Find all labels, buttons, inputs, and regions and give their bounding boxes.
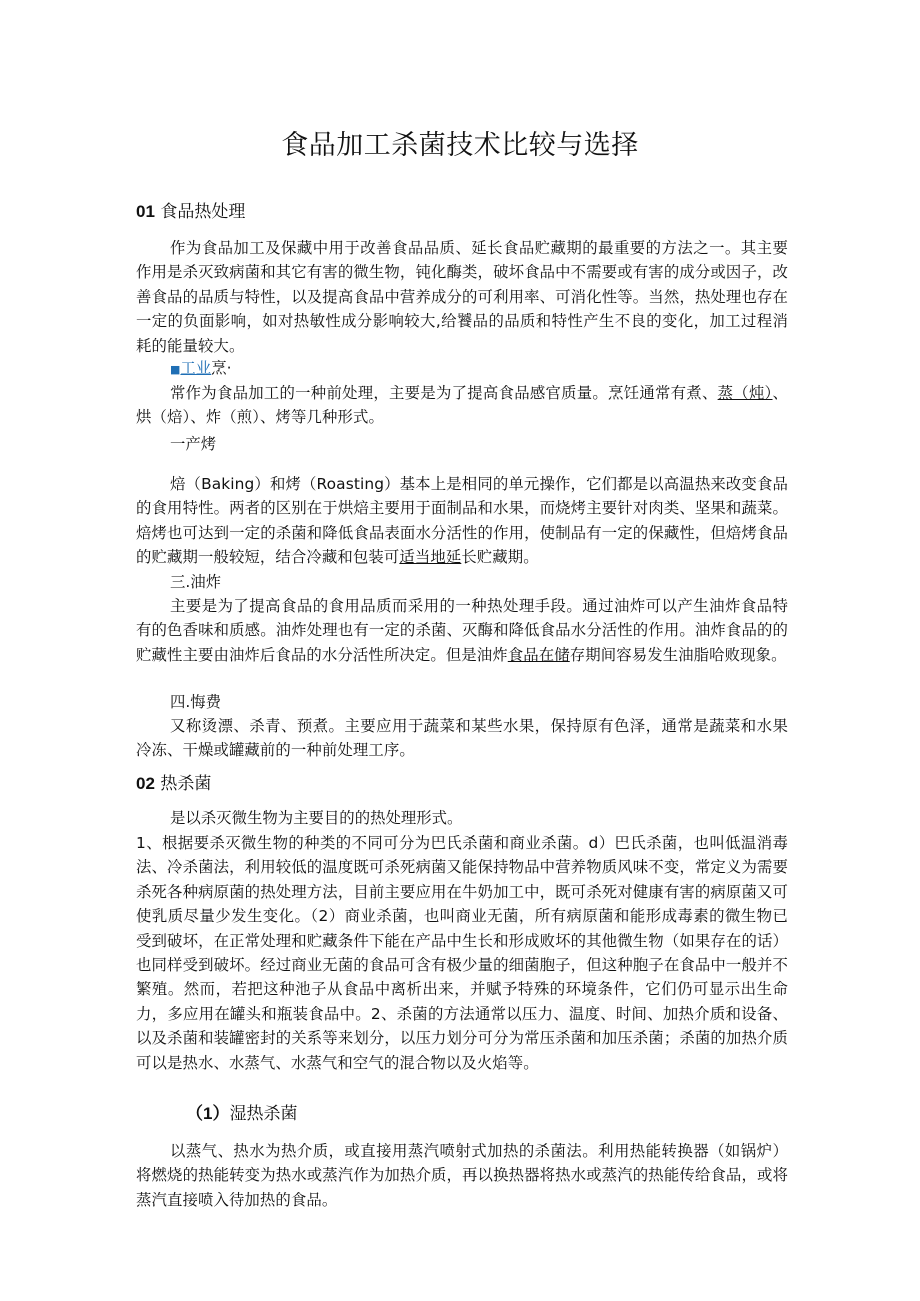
- section-heading-02: [136, 772, 211, 796]
- page-title: 食品加工杀菌技术比较与选择: [281, 130, 639, 161]
- paragraph-sterilization-body: 1、根据要杀灭微生物的种类的不同可分为巴氏杀菌和商业杀菌。d）巴氏杀菌，也叫低温消毒法、冷杀菌法，利用较低的温度既可杀死病菌又能保持物品中营养物质风味不变，常定义为需要杀死各种病原菌的热处理方法，目前主要应用在牛奶加工中，既可杀死对健康有害的病原菌又可使乳质尽量少发生变化。（2）商业杀菌，也叫商业无菌，所有病原菌和能形成毒素的微生物已受到破坏，在正常处理和贮藏条件下能在产品中生长和形成败坏的其他微生物（如果存在的话）也同样受到破坏。经过商业无菌的食品可含有极少量的细菌胞子，但这种胞子在食品中一般并不繁殖。然而，若把这种池子从食品中离析出来，并赋予特殊的环境条件，它们仍可显示出生命力，多应用在罐头和瓶装食品中。2、杀菌的方法通常以压力、温度、时间、加热介质和设备、以及杀菌和装罐密封的关系等来划分，以压力划分可分为常压杀菌和加压杀菌；杀菌的加热介质可以是热水、水蒸气、水蒸气和空气的混合物以及火焰等。: [136, 834, 788, 1072]
- text-run: 、烘（焙）、炸（煎）、烤等几种形式。: [136, 384, 788, 427]
- paragraph-thermal-sterilization-intro: 是以杀灭微生物为主要目的的热处理形式。: [170, 809, 463, 827]
- subheading-rest: 烹·: [211, 359, 232, 377]
- underlined-text: 食品在储: [507, 645, 570, 664]
- subheading-number: （1）: [186, 1104, 230, 1123]
- paragraph-cooking: [136, 381, 788, 430]
- underlined-text: 适当地延: [399, 548, 462, 567]
- text-run: 常作为食品加工的一种前处理，主要是为了提高食品感官质量。烹饪通常有煮、: [170, 384, 718, 402]
- paragraph-frying: [136, 594, 788, 667]
- subheading-title: 湿热杀菌: [229, 1104, 298, 1124]
- paragraph-moist-heat: 以蒸气、热水为热介质，或直接用蒸汽喷射式加热的杀菌法。利用热能转换器（如锅炉）将燃烧的热能转变为热水或蒸汽作为加热介质，再以换热器将热水或蒸汽的热能传给食品，或将蒸汽直接喷入待加热的食品。: [136, 1142, 788, 1209]
- paragraph-blanching: 又称烫漂、杀青、预煮。主要应用于蔬菜和某些水果，保持原有色泽，通常是蔬菜和水果冷冻、干燥或罐藏前的一种前处理工序。: [136, 717, 788, 760]
- section-number: 02: [136, 774, 155, 793]
- section-number: 01: [136, 202, 155, 221]
- section-heading-01: [136, 200, 245, 224]
- text-run: 长贮藏期。: [461, 548, 539, 567]
- subheading-moist-heat: [186, 1102, 297, 1126]
- subheading-blanching: 四.悔费: [170, 693, 222, 711]
- paragraph-baking: [136, 472, 788, 570]
- section-title: 热杀菌: [154, 774, 212, 794]
- underlined-text: 蒸（炖）: [717, 384, 773, 402]
- section-title: 食品热处理: [154, 202, 246, 222]
- paragraph-intro: 作为食品加工及保藏中用于改善食品品质、延长食品贮藏期的最重要的方法之一。其主要作用是杀灭致病菌和其它有害的微生物，钝化酶类，破坏食品中不需要或有害的成分或因子，改善食品的品质与特性，以及提高食品中营养成分的可利用率、可消化性等。当然，热处理也存在一定的负面影响，如对热敏性成分影响较大,给饕品的品质和特性产生不良的变化，加工过程消耗的能量较大。: [136, 239, 788, 355]
- subheading-baking: 一产烤: [170, 435, 217, 453]
- subheading-frying: 三.油炸: [170, 573, 222, 591]
- text-run: 存期间容易发生油脂哈败现象。: [569, 645, 787, 664]
- link-industry[interactable]: 工业: [180, 359, 212, 377]
- subheading-cooking: [170, 356, 232, 382]
- square-bullet-icon: ■: [170, 363, 181, 376]
- text-run: 主要是为了提高食品的食用品质而采用的一种热处理手段。通过油炸可以产生油炸食品特有的色香味和质感。油炸处理也有一定的杀菌、灭酶和降低食品水分活性的作用。油炸食品的的贮藏性主要由油炸后食品的水分活性所决定。但是油炸: [136, 597, 788, 664]
- text-run: 焙（Baking）和烤（Roasting）基本上是相同的单元操作，它们都是以高温热来改变食品的食用特性。两者的区别在于烘焙主要用于面制品和水果，而烧烤主要针对肉类、坚果和蔬菜。焙烤也可达到一定的杀菌和降低食品表面水分活性的作用，使制品有一定的保藏性，但焙烤食品的贮藏期一般较短，结合冷藏和包装可: [136, 475, 788, 567]
